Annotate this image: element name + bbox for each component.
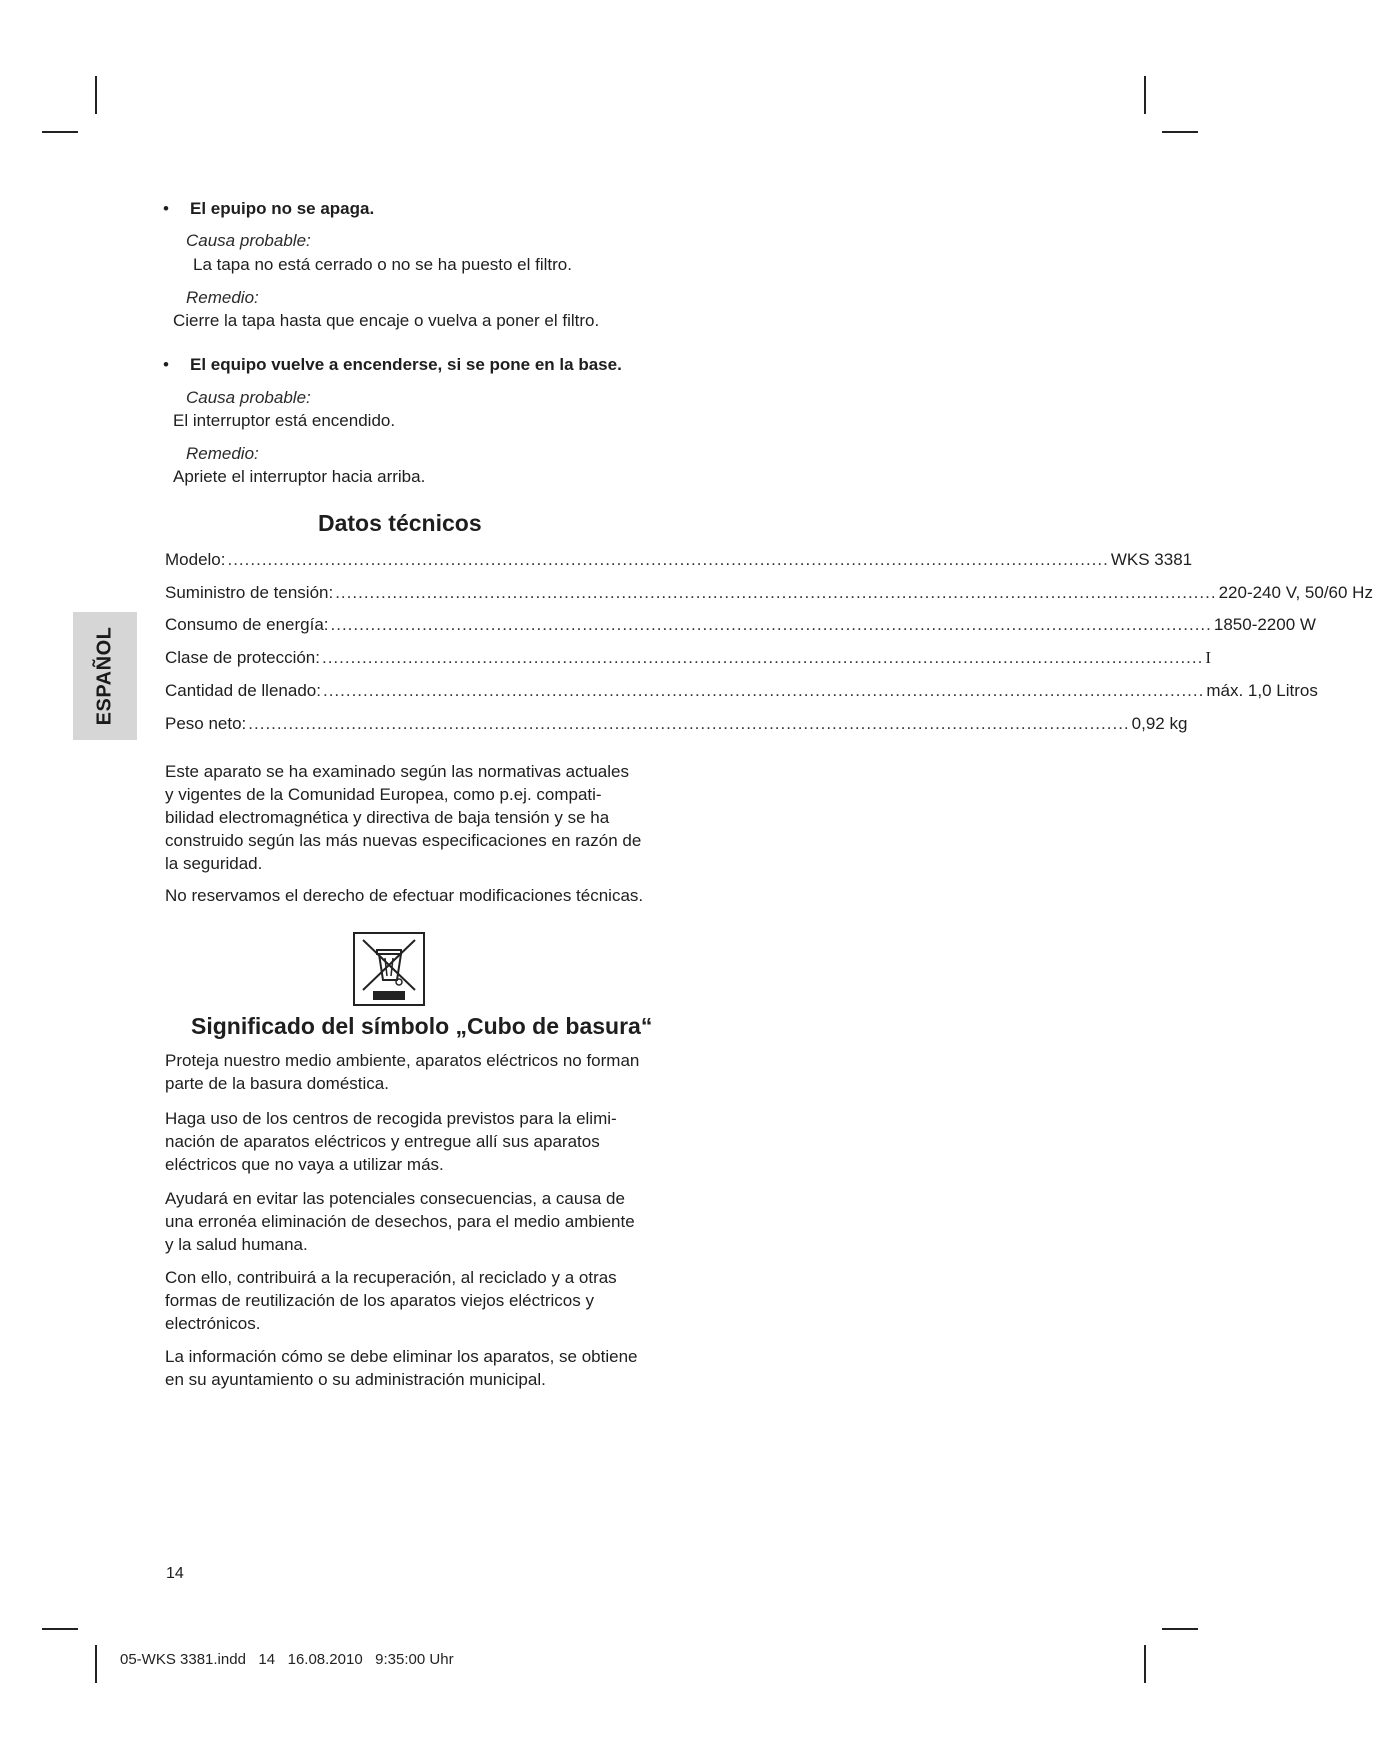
spec-label: Modelo:	[165, 550, 226, 569]
text-line: formas de reutilización de los aparatos viejos eléctricos y	[165, 1291, 594, 1310]
remedy-label: Remedio:	[186, 444, 259, 463]
spec-row-power	[165, 615, 1316, 639]
bullet: •	[163, 355, 169, 374]
text-line: eléctricos que no vaya a utilizar más.	[165, 1155, 444, 1174]
spec-label: Clase de protección:	[165, 648, 320, 667]
text-line: Proteja nuestro medio ambiente, aparatos eléctricos no forman	[165, 1051, 640, 1070]
text-line: en su ayuntamiento o su administración municipal.	[165, 1370, 546, 1389]
spec-row-weight	[165, 714, 1188, 738]
remedy-text: Cierre la tapa hasta que encaje o vuelva a poner el filtro.	[173, 311, 600, 330]
spec-row-model	[165, 550, 1193, 574]
spec-label: Suministro de tensión:	[165, 583, 334, 602]
spec-label: Cantidad de llenado:	[165, 681, 321, 700]
cause-label: Causa probable:	[186, 231, 311, 250]
spec-value: 1850-2200 W	[1213, 615, 1316, 634]
page-number: 14	[166, 1565, 184, 1582]
text-line: parte de la basura doméstica.	[165, 1074, 389, 1093]
waste-paragraph	[165, 1049, 640, 1095]
spec-value: 0,92 kg	[1131, 714, 1188, 733]
leader-dots: ..........................................................................................................................................................	[335, 583, 1217, 602]
cause-text: La tapa no está cerrado o no se ha puesto el filtro.	[193, 255, 572, 274]
text-line: Haga uso de los centros de recogida previstos para la elimi-	[165, 1109, 617, 1128]
spec-value: WKS 3381	[1110, 550, 1193, 569]
spec-value: máx. 1,0 Litros	[1206, 681, 1318, 700]
waste-paragraph	[165, 1187, 635, 1256]
text-line: Ayudará en evitar las potenciales consecuencias, a causa de	[165, 1189, 625, 1208]
text-line: construido según las más nuevas especificaciones en razón de	[165, 831, 642, 850]
text-line: No reservamos el derecho de efectuar modificaciones técnicas.	[165, 886, 644, 905]
crop-mark	[1162, 1628, 1198, 1630]
waste-symbol-title: Significado del símbolo „Cubo de basura“	[191, 1013, 653, 1039]
remedy-label: Remedio:	[186, 288, 259, 307]
crop-mark	[42, 1628, 78, 1630]
print-slug-footer: 05-WKS 3381.indd 14 16.08.2010 9:35:00 Uhr	[120, 1651, 454, 1668]
spec-row-voltage	[165, 583, 1373, 607]
heading-text: El equipo vuelve a encenderse, si se pone en la base.	[190, 355, 622, 374]
text-line: y la salud humana.	[165, 1235, 308, 1254]
conformity-paragraph	[165, 760, 642, 875]
spec-value: I	[1205, 648, 1212, 667]
crop-mark	[1144, 76, 1146, 114]
heading-text: El epuipo no se apaga.	[190, 199, 375, 218]
spec-value: 220-240 V, 50/60 Hz	[1218, 583, 1373, 602]
waste-paragraph	[165, 1107, 615, 1176]
text-line: electrónicos.	[165, 1314, 261, 1333]
leader-dots: ..........................................................................................................................................................	[322, 681, 1205, 700]
tech-data-title: Datos técnicos	[318, 510, 482, 536]
modification-notice	[165, 884, 644, 907]
spec-row-capacity	[165, 681, 1318, 705]
language-label: ESPAÑOL	[93, 626, 116, 726]
leader-dots: ..........................................................................................................................................................	[330, 615, 1212, 634]
spec-label: Consumo de energía:	[165, 615, 329, 634]
remedy-text: Apriete el interruptor hacia arriba.	[173, 467, 426, 486]
crop-mark	[95, 1645, 97, 1683]
spec-row-protection-class	[165, 648, 1212, 672]
text-line: Con ello, contribuirá a la recuperación, al reciclado y a otras	[165, 1268, 617, 1287]
crop-mark	[1144, 1645, 1146, 1683]
leader-dots: ..........................................................................................................................................................	[321, 648, 1204, 667]
waste-paragraph	[165, 1345, 638, 1391]
crop-mark	[42, 131, 78, 133]
text-line: Este aparato se ha examinado según las normativas actuales	[165, 762, 629, 781]
spec-label: Peso neto:	[165, 714, 247, 733]
text-line: una erronéa eliminación de desechos, para el medio ambiente	[165, 1212, 635, 1231]
bullet: •	[163, 199, 169, 218]
text-line: la seguridad.	[165, 854, 263, 873]
waste-paragraph	[165, 1266, 615, 1335]
cause-text: El interruptor está encendido.	[173, 411, 396, 430]
leader-dots: ..........................................................................................................................................................	[227, 550, 1109, 569]
leader-dots: ..........................................................................................................................................................	[248, 714, 1130, 733]
crossed-out-wheelie-bin-icon	[353, 932, 425, 1006]
language-side-tab	[73, 612, 137, 740]
text-line: nación de aparatos eléctricos y entregue allí sus aparatos	[165, 1132, 600, 1151]
crop-mark	[95, 76, 97, 114]
crop-mark	[1162, 131, 1198, 133]
text-line: bilidad electromagnética y directiva de baja tensión y se ha	[165, 808, 610, 827]
text-line: y vigentes de la Comunidad Europea, como p.ej. compati-	[165, 785, 602, 804]
cause-label: Causa probable:	[186, 388, 311, 407]
text-line: La información cómo se debe eliminar los aparatos, se obtiene	[165, 1347, 638, 1366]
